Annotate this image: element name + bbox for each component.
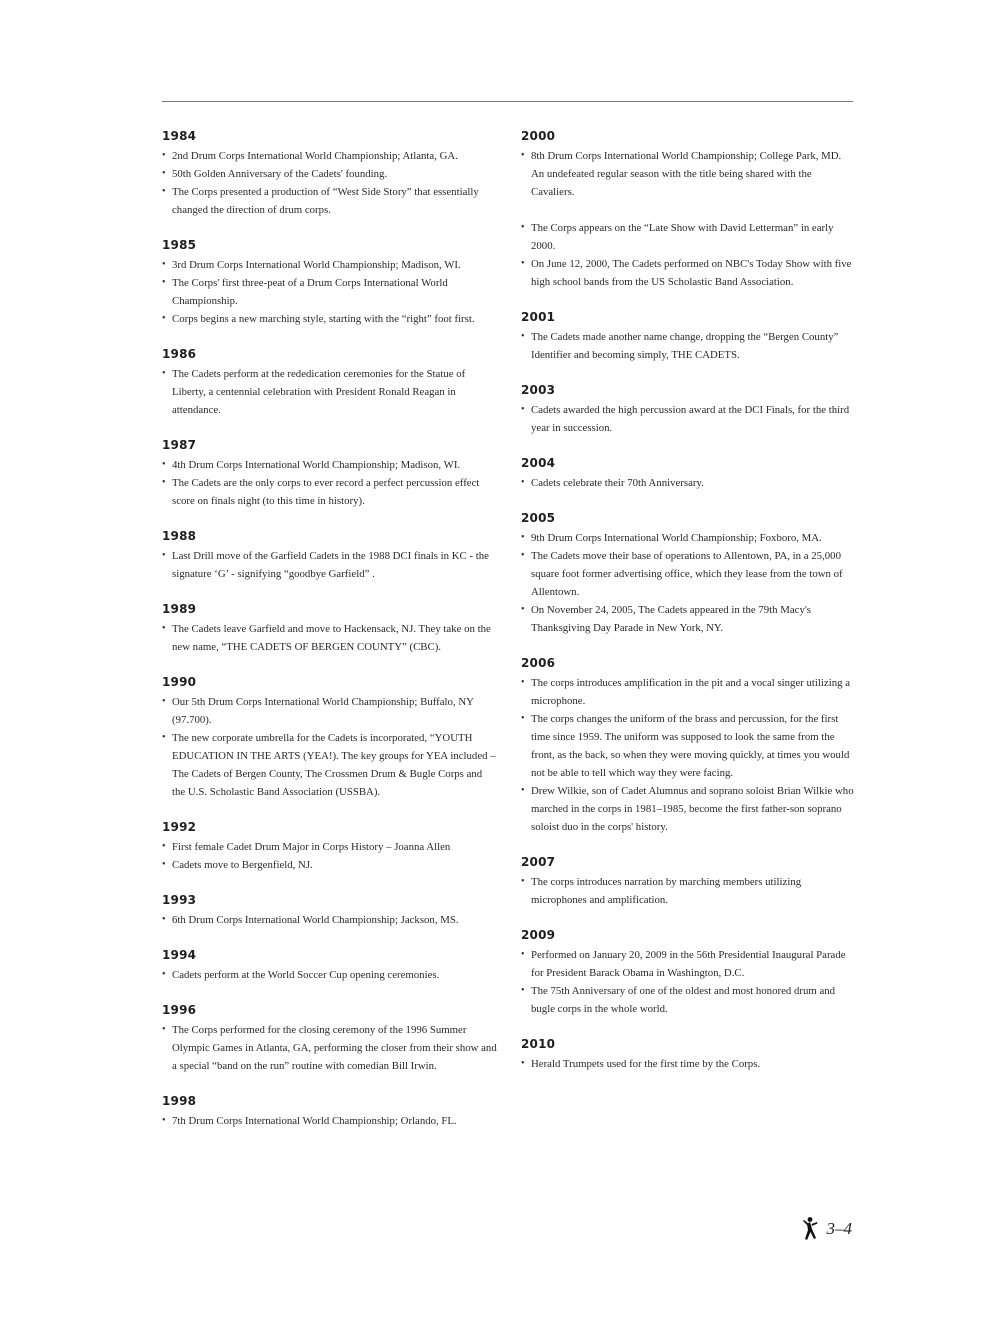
year-heading: 1986 [162,347,197,361]
bullet-icon: • [162,914,166,925]
milestone-list [162,911,497,929]
bullet-icon: • [162,150,166,161]
bullet-icon: • [521,785,525,796]
milestone-list [162,838,497,874]
milestone-item [521,601,856,637]
year-heading: 2009 [521,928,556,942]
bullet-icon: • [162,696,166,707]
bullet-icon: • [162,368,166,379]
milestone-text: 3rd Drum Corps International World Championship; Madison, WI. [172,259,461,271]
page-footer [801,1214,853,1244]
year-section-1986 [162,346,497,419]
milestone-item [162,966,497,984]
milestone-item [162,911,497,929]
milestone-item [162,147,497,165]
bullet-icon: • [521,604,525,615]
bullet-icon: • [162,259,166,270]
year-heading: 2010 [521,1037,556,1051]
milestone-item [521,1055,856,1073]
milestone-text: The Cadets made another name change, dropping the “Bergen County” Identifier and becoming simply, THE CADETS. [531,331,839,361]
bullet-icon: • [162,1115,166,1126]
milestone-text: On June 12, 2000, The Cadets performed on NBC's Today Show with five high school bands from the US Scholastic Band Association. [531,258,852,288]
bullet-icon: • [162,277,166,288]
year-heading: 1998 [162,1094,197,1108]
milestone-item [162,310,497,328]
milestone-item [162,183,497,219]
milestone-item [521,710,856,782]
year-section-2004 [521,455,856,492]
bullet-icon: • [521,331,525,342]
milestone-list [162,620,497,656]
year-heading: 2003 [521,383,556,397]
milestone-item [521,674,856,710]
milestone-text: Our 5th Drum Corps International World Championship; Buffalo, NY (97.700). [172,696,474,726]
milestone-text: 50th Golden Anniversary of the Cadets' founding. [172,168,388,180]
milestone-list [521,946,856,1018]
milestone-text: The Cadets leave Garfield and move to Hackensack, NJ. They take on the new name, “THE CADETS OF BERGEN COUNTY” (CBC). [172,623,491,653]
year-section-2005 [521,510,856,637]
year-section-2010 [521,1036,856,1073]
milestone-item [162,1112,497,1130]
bullet-icon: • [162,459,166,470]
milestone-text: The 75th Anniversary of one of the oldest and most honored drum and bugle corps in the whole world. [531,985,836,1015]
milestone-text: 8th Drum Corps International World Championship; College Park, MD. An undefeated regular season with the title being shared with the Cavaliers. [531,150,842,198]
top-rule [162,101,853,102]
milestone-text: The Cadets perform at the rededication ceremonies for the Statue of Liberty, a centennial celebration with President Ronald Reagan in attendance. [172,368,466,416]
bullet-icon: • [521,477,525,488]
milestone-text: On November 24, 2005, The Cadets appeared in the 79th Macy's Thanksgiving Day Parade in New York, NY. [531,604,811,634]
milestone-text: Drew Wilkie, son of Cadet Alumnus and soprano soloist Brian Wilkie who marched in the corps in 1981–1985, become the first father-son soprano soloist duo in the corps' history. [531,785,854,833]
milestone-item [162,729,497,801]
year-heading: 2006 [521,656,556,670]
milestone-item [162,274,497,310]
year-section-2007 [521,854,856,909]
milestone-text: The new corporate umbrella for the Cadets is incorporated, “YOUTH EDUCATION IN THE ARTS (YEA!). The key groups for YEA included – The Cadets of Bergen County, The Crossmen Drum & Bugle Corps and the U.S. Scholastic Band Association (USSBA). [172,732,496,798]
milestone-list [162,456,497,510]
milestone-list [162,693,497,801]
bullet-icon: • [162,168,166,179]
milestone-text: First female Cadet Drum Major in Corps History – Joanna Allen [172,841,451,853]
year-heading: 1988 [162,529,197,543]
year-heading: 2007 [521,855,556,869]
milestone-item [162,856,497,874]
year-section-2003 [521,382,856,437]
year-heading: 1992 [162,820,197,834]
milestone-item [162,165,497,183]
milestone-text: Last Drill move of the Garfield Cadets in the 1988 DCI finals in KC - the signature ‘G’ - signifying “goodbye Garfield” . [172,550,489,580]
bullet-icon: • [521,876,525,887]
milestone-list [521,147,856,291]
year-heading: 1994 [162,948,197,962]
milestone-list [162,547,497,583]
year-section-1984 [162,128,497,219]
year-heading: 2001 [521,310,556,324]
year-heading: 2000 [521,129,556,143]
bullet-icon: • [521,985,525,996]
year-section-1985 [162,237,497,328]
milestone-item [162,693,497,729]
year-section-1988 [162,528,497,583]
milestone-text: 6th Drum Corps International World Championship; Jackson, MS. [172,914,459,926]
bullet-icon: • [162,313,166,324]
milestone-text: Herald Trumpets used for the first time by the Corps. [531,1058,761,1070]
milestone-text: The Corps' first three-peat of a Drum Corps International World Championship. [172,277,448,307]
milestone-item [521,474,856,492]
bullet-icon: • [521,1058,525,1069]
milestone-item [162,838,497,856]
bullet-icon: • [162,186,166,197]
milestone-item [162,365,497,419]
bullet-icon: • [162,477,166,488]
milestone-text: The corps introduces narration by marching members utilizing microphones and amplification. [531,876,802,906]
milestone-text: Cadets move to Bergenfield, NJ. [172,859,313,871]
milestone-list [162,256,497,328]
milestone-item [521,219,856,255]
milestone-list [162,966,497,984]
milestone-item [521,147,856,201]
year-section-1990 [162,674,497,801]
bullet-icon: • [162,1024,166,1035]
milestone-text: The Cadets are the only corps to ever record a perfect percussion effect score on finals night (to this time in history). [172,477,480,507]
year-section-1996 [162,1002,497,1075]
bullet-icon: • [162,969,166,980]
milestone-item [521,255,856,291]
year-heading: 2005 [521,511,556,525]
milestone-item [521,529,856,547]
milestone-text: The Corps performed for the closing ceremony of the 1996 Summer Olympic Games in Atlanta, GA, performing the closer from their show and a special “band on the run” routine with comedian Bill Irwin. [172,1024,497,1072]
bullet-icon: • [521,222,525,233]
year-heading: 1990 [162,675,197,689]
year-heading: 1993 [162,893,197,907]
right-column [521,128,856,1091]
milestone-list [521,873,856,909]
year-section-2006 [521,655,856,836]
bullet-icon: • [162,732,166,743]
milestone-text: Corps begins a new marching style, starting with the “right” foot first. [172,313,475,325]
left-column [162,128,497,1148]
year-heading: 1984 [162,129,197,143]
milestone-item [521,328,856,364]
milestone-text: Performed on January 20, 2009 in the 56th Presidential Inaugural Parade for President Barack Obama in Washington, D.C. [531,949,846,979]
bullet-icon: • [162,550,166,561]
year-section-2001 [521,309,856,364]
milestone-list [521,1055,856,1073]
milestone-list [521,529,856,637]
milestone-item [521,946,856,982]
milestone-list [162,147,497,219]
milestone-text: 4th Drum Corps International World Championship; Madison, WI. [172,459,461,471]
milestone-list [521,401,856,437]
milestone-text: 7th Drum Corps International World Championship; Orlando, FL. [172,1115,457,1127]
bullet-icon: • [162,859,166,870]
bullet-icon: • [521,258,525,269]
milestone-text: Cadets celebrate their 70th Anniversary. [531,477,704,489]
bullet-icon: • [521,550,525,561]
bullet-icon: • [521,404,525,415]
year-section-1994 [162,947,497,984]
bullet-icon: • [521,949,525,960]
bullet-icon: • [162,623,166,634]
bullet-icon: • [521,150,525,161]
milestone-text: The corps introduces amplification in the pit and a vocal singer utilizing a microphone. [531,677,851,707]
milestone-item [521,782,856,836]
milestone-item [162,474,497,510]
year-section-1992 [162,819,497,874]
milestone-text: The Corps presented a production of “West Side Story” that essentially changed the direction of drum corps. [172,186,479,216]
bullet-icon: • [521,713,525,724]
year-section-1993 [162,892,497,929]
milestone-item [162,1021,497,1075]
milestone-item [521,982,856,1018]
drum-major-silhouette-icon [801,1216,819,1242]
milestone-text: 9th Drum Corps International World Championship; Foxboro, MA. [531,532,822,544]
milestone-item [162,620,497,656]
milestone-text: Cadets awarded the high percussion award at the DCI Finals, for the third year in succession. [531,404,850,434]
milestone-list [162,1112,497,1130]
year-heading: 1985 [162,238,197,252]
year-heading: 1989 [162,602,197,616]
milestone-list [521,474,856,492]
milestone-text: 2nd Drum Corps International World Championship; Atlanta, GA. [172,150,458,162]
milestone-text: Cadets perform at the World Soccer Cup opening ceremonies. [172,969,440,981]
milestone-item [521,873,856,909]
milestone-item [521,401,856,437]
milestone-list [521,328,856,364]
year-section-2000 [521,128,856,291]
bullet-icon: • [162,841,166,852]
milestone-item [162,456,497,474]
milestone-item [521,547,856,601]
milestone-list [521,674,856,836]
milestone-list [162,1021,497,1075]
year-heading: 1996 [162,1003,197,1017]
year-section-1998 [162,1093,497,1130]
year-section-1989 [162,601,497,656]
milestone-text: The Cadets move their base of operations to Allentown, PA, in a 25,000 square foot former advertising office, which they lease from the town of Allentown. [531,550,843,598]
milestone-item [162,547,497,583]
year-section-2009 [521,927,856,1018]
milestone-item [162,256,497,274]
milestone-list [162,365,497,419]
milestone-text: The corps changes the uniform of the brass and percussion, for the first time since 1959. The uniform was supposed to look the same from the front, as the back, so when they were moving quickly, at times you would not be able to tell which way they were facing. [531,713,850,779]
year-heading: 2004 [521,456,556,470]
bullet-icon: • [521,677,525,688]
page-number: 3–4 [826,1219,852,1238]
milestone-text: The Corps appears on the “Late Show with David Letterman” in early 2000. [531,222,834,252]
year-section-1987 [162,437,497,510]
year-heading: 1987 [162,438,197,452]
bullet-icon: • [521,532,525,543]
